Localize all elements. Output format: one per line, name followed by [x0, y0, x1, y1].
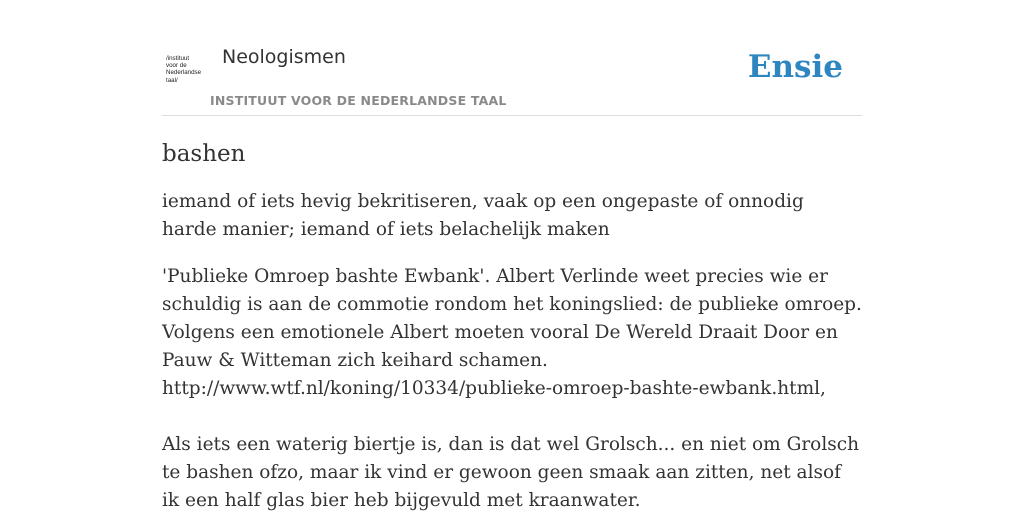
logo-line-2: voor de: [166, 62, 187, 70]
entry-definition: iemand of iets hevig bekritiseren, vaak op een ongepaste of onnodig harde manier; iemand of iets belachelijk maken: [162, 191, 804, 240]
example-text-2: Als iets een waterig biertje is, dan is dat wel Grolsch... en niet om Grolsch te bashen ofzo, maar ik vind er gewoon geen smaak aan zitten, net alsof ik een half glas bier heb bijgevuld met kraanwater.: [162, 434, 865, 511]
entry-example: [162, 263, 868, 512]
site-title[interactable]: Neologismen: [222, 46, 346, 68]
example-source-link[interactable]: http://www.wtf.nl/koning/10334/publieke-omroep-bashte-ewbank.html,: [162, 378, 826, 399]
logo-line-1: /instituut: [166, 55, 190, 62]
entry: [162, 138, 868, 512]
header: [162, 40, 862, 116]
logo-line-4: taal/: [166, 76, 178, 84]
ensie-logo[interactable]: Ensie: [747, 49, 843, 85]
logo-line-3: Nederlandse: [166, 69, 202, 77]
site-subtitle: INSTITUUT VOOR DE NEDERLANDSE TAAL: [210, 93, 507, 108]
example-text-1: 'Publieke Omroep bashte Ewbank'. Albert Verlinde weet precies wie er schuldig is aan de commotie rondom het koningslied: de publieke omroep. Volgens een emotionele Albert moeten vooral De Wereld Draait Door en Pauw & Witteman zich keihard schamen.: [162, 266, 868, 371]
ivdnt-logo[interactable]: [166, 55, 206, 89]
entry-term: bashen: [162, 141, 246, 167]
